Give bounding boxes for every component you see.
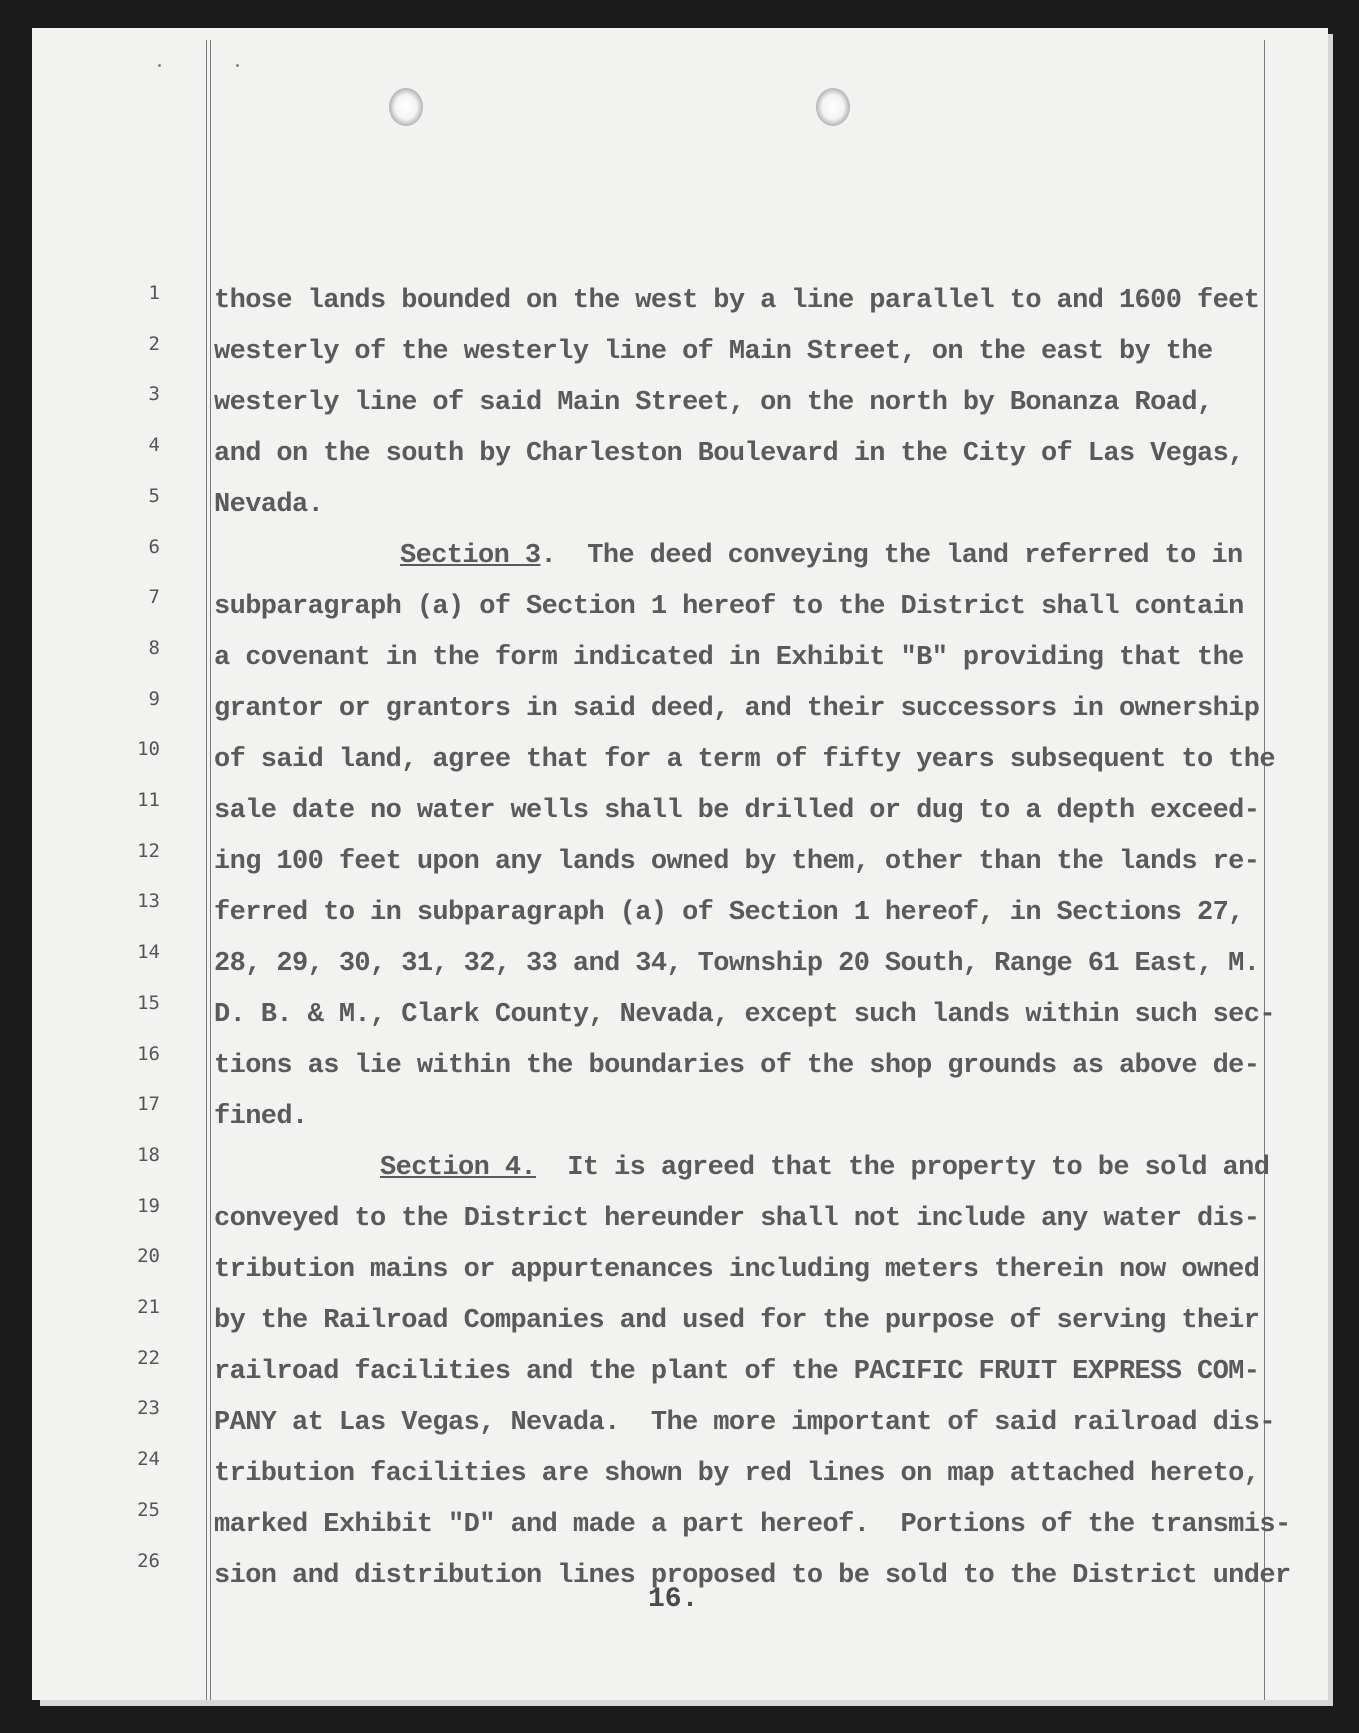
text-line	[214, 1408, 1275, 1438]
line-number: 4	[148, 434, 160, 457]
line-text: railroad facilities and the plant of the PACIFIC FRUIT EXPRESS COM-	[214, 1357, 1260, 1387]
line-number: 16	[137, 1042, 160, 1065]
line-number: 20	[137, 1245, 160, 1268]
line-number: 13	[137, 890, 160, 913]
text-line	[214, 439, 1244, 469]
line-text: . The deed conveying the land referred to in	[540, 541, 1243, 571]
punch-hole-right	[816, 88, 850, 126]
line-number: 21	[137, 1296, 160, 1318]
line-text: of said land, agree that for a term of fifty years subsequent to the	[214, 745, 1275, 775]
line-text: tions as lie within the boundaries of the shop grounds as above de-	[214, 1051, 1260, 1081]
text-line	[214, 847, 1259, 877]
line-number: 9	[148, 687, 160, 710]
line-text: ferred to in subparagraph (a) of Section 1 hereof, in Sections 27,	[214, 898, 1244, 928]
line-number: 22	[137, 1346, 160, 1369]
left-margin-rule-inner	[210, 40, 211, 1700]
text-line	[214, 490, 323, 520]
line-text: It is agreed that the property to be sold and	[536, 1153, 1270, 1183]
text-line	[214, 898, 1244, 928]
line-text: tribution facilities are shown by red lines on map attached hereto,	[214, 1459, 1260, 1489]
line-number: 19	[137, 1194, 160, 1217]
line-number: 26	[137, 1549, 160, 1572]
text-line	[214, 1459, 1259, 1489]
line-text: D. B. & M., Clark County, Nevada, except such lands within such sec-	[214, 1000, 1275, 1030]
text-line	[214, 286, 1259, 316]
text-line	[214, 592, 1244, 622]
line-number: 23	[137, 1397, 160, 1420]
line-text: those lands bounded on the west by a line parallel to and 1600 feet	[214, 286, 1260, 316]
line-text: sion and distribution lines proposed to be sold to the District under	[214, 1561, 1291, 1591]
text-line	[214, 337, 1213, 367]
text-line	[214, 1306, 1259, 1336]
text-line	[214, 745, 1275, 775]
text-line	[214, 949, 1259, 979]
line-number: 6	[148, 535, 160, 558]
line-number: 3	[148, 383, 160, 406]
line-text: westerly line of said Main Street, on the north by Bonanza Road,	[214, 388, 1213, 418]
paper-speck	[158, 64, 161, 67]
text-line	[214, 1000, 1275, 1030]
line-text: PANY at Las Vegas, Nevada. The more important of said railroad dis-	[214, 1408, 1275, 1438]
line-text: fined.	[214, 1102, 308, 1132]
line-number: 18	[137, 1143, 160, 1166]
line-text: conveyed to the District hereunder shall not include any water dis-	[214, 1204, 1260, 1234]
text-line	[400, 541, 1243, 571]
paper-speck	[236, 64, 239, 67]
line-number: 24	[137, 1448, 160, 1471]
text-line	[214, 1204, 1259, 1234]
section-heading: Section 4.	[380, 1153, 537, 1183]
line-text: tribution mains or appurtenances including meters therein now owned	[214, 1255, 1260, 1285]
line-text: 28, 29, 30, 31, 32, 33 and 34, Township 20 South, Range 61 East, M.	[214, 949, 1260, 979]
right-margin-rule	[1264, 40, 1265, 1700]
left-margin-rule	[206, 40, 207, 1700]
section-heading: Section 3	[400, 541, 541, 571]
line-number: 2	[148, 332, 160, 355]
line-text: and on the south by Charleston Boulevard in the City of Las Vegas,	[214, 439, 1244, 469]
text-line	[214, 643, 1244, 673]
line-number: 25	[137, 1498, 160, 1521]
line-text: sale date no water wells shall be drilled or dug to a depth exceed-	[214, 796, 1260, 826]
line-number: 1	[148, 282, 160, 304]
text-line	[214, 1510, 1291, 1540]
line-text: Nevada.	[214, 490, 324, 520]
line-number: 14	[137, 941, 160, 964]
line-text: marked Exhibit "D" and made a part hereof. Portions of the transmis-	[214, 1510, 1291, 1540]
line-number: 15	[137, 991, 160, 1014]
text-line	[214, 1357, 1259, 1387]
text-line	[214, 796, 1259, 826]
text-line	[380, 1153, 1269, 1183]
line-number: 10	[137, 738, 160, 761]
line-text: westerly of the westerly line of Main Street, on the east by the	[214, 337, 1213, 367]
line-number: 8	[148, 636, 160, 659]
line-number: 5	[148, 484, 160, 507]
text-line	[214, 388, 1213, 418]
text-line	[214, 1102, 308, 1132]
line-text: grantor or grantors in said deed, and their successors in ownership	[214, 694, 1260, 724]
punch-hole-left	[389, 88, 423, 126]
line-text: subparagraph (a) of Section 1 hereof to the District shall contain	[214, 592, 1244, 622]
text-line	[214, 1255, 1259, 1285]
line-number: 12	[137, 839, 160, 862]
line-number: 17	[137, 1093, 160, 1116]
line-text: a covenant in the form indicated in Exhibit "B" providing that the	[214, 643, 1244, 673]
text-line	[214, 1561, 1291, 1591]
line-number: 11	[137, 789, 160, 811]
text-line	[214, 694, 1259, 724]
text-line	[214, 1051, 1259, 1081]
line-number: 7	[148, 586, 160, 609]
page-number: 16.	[648, 1584, 699, 1615]
line-text: by the Railroad Companies and used for the purpose of serving their	[214, 1306, 1260, 1336]
line-text: ing 100 feet upon any lands owned by them, other than the lands re-	[214, 847, 1260, 877]
